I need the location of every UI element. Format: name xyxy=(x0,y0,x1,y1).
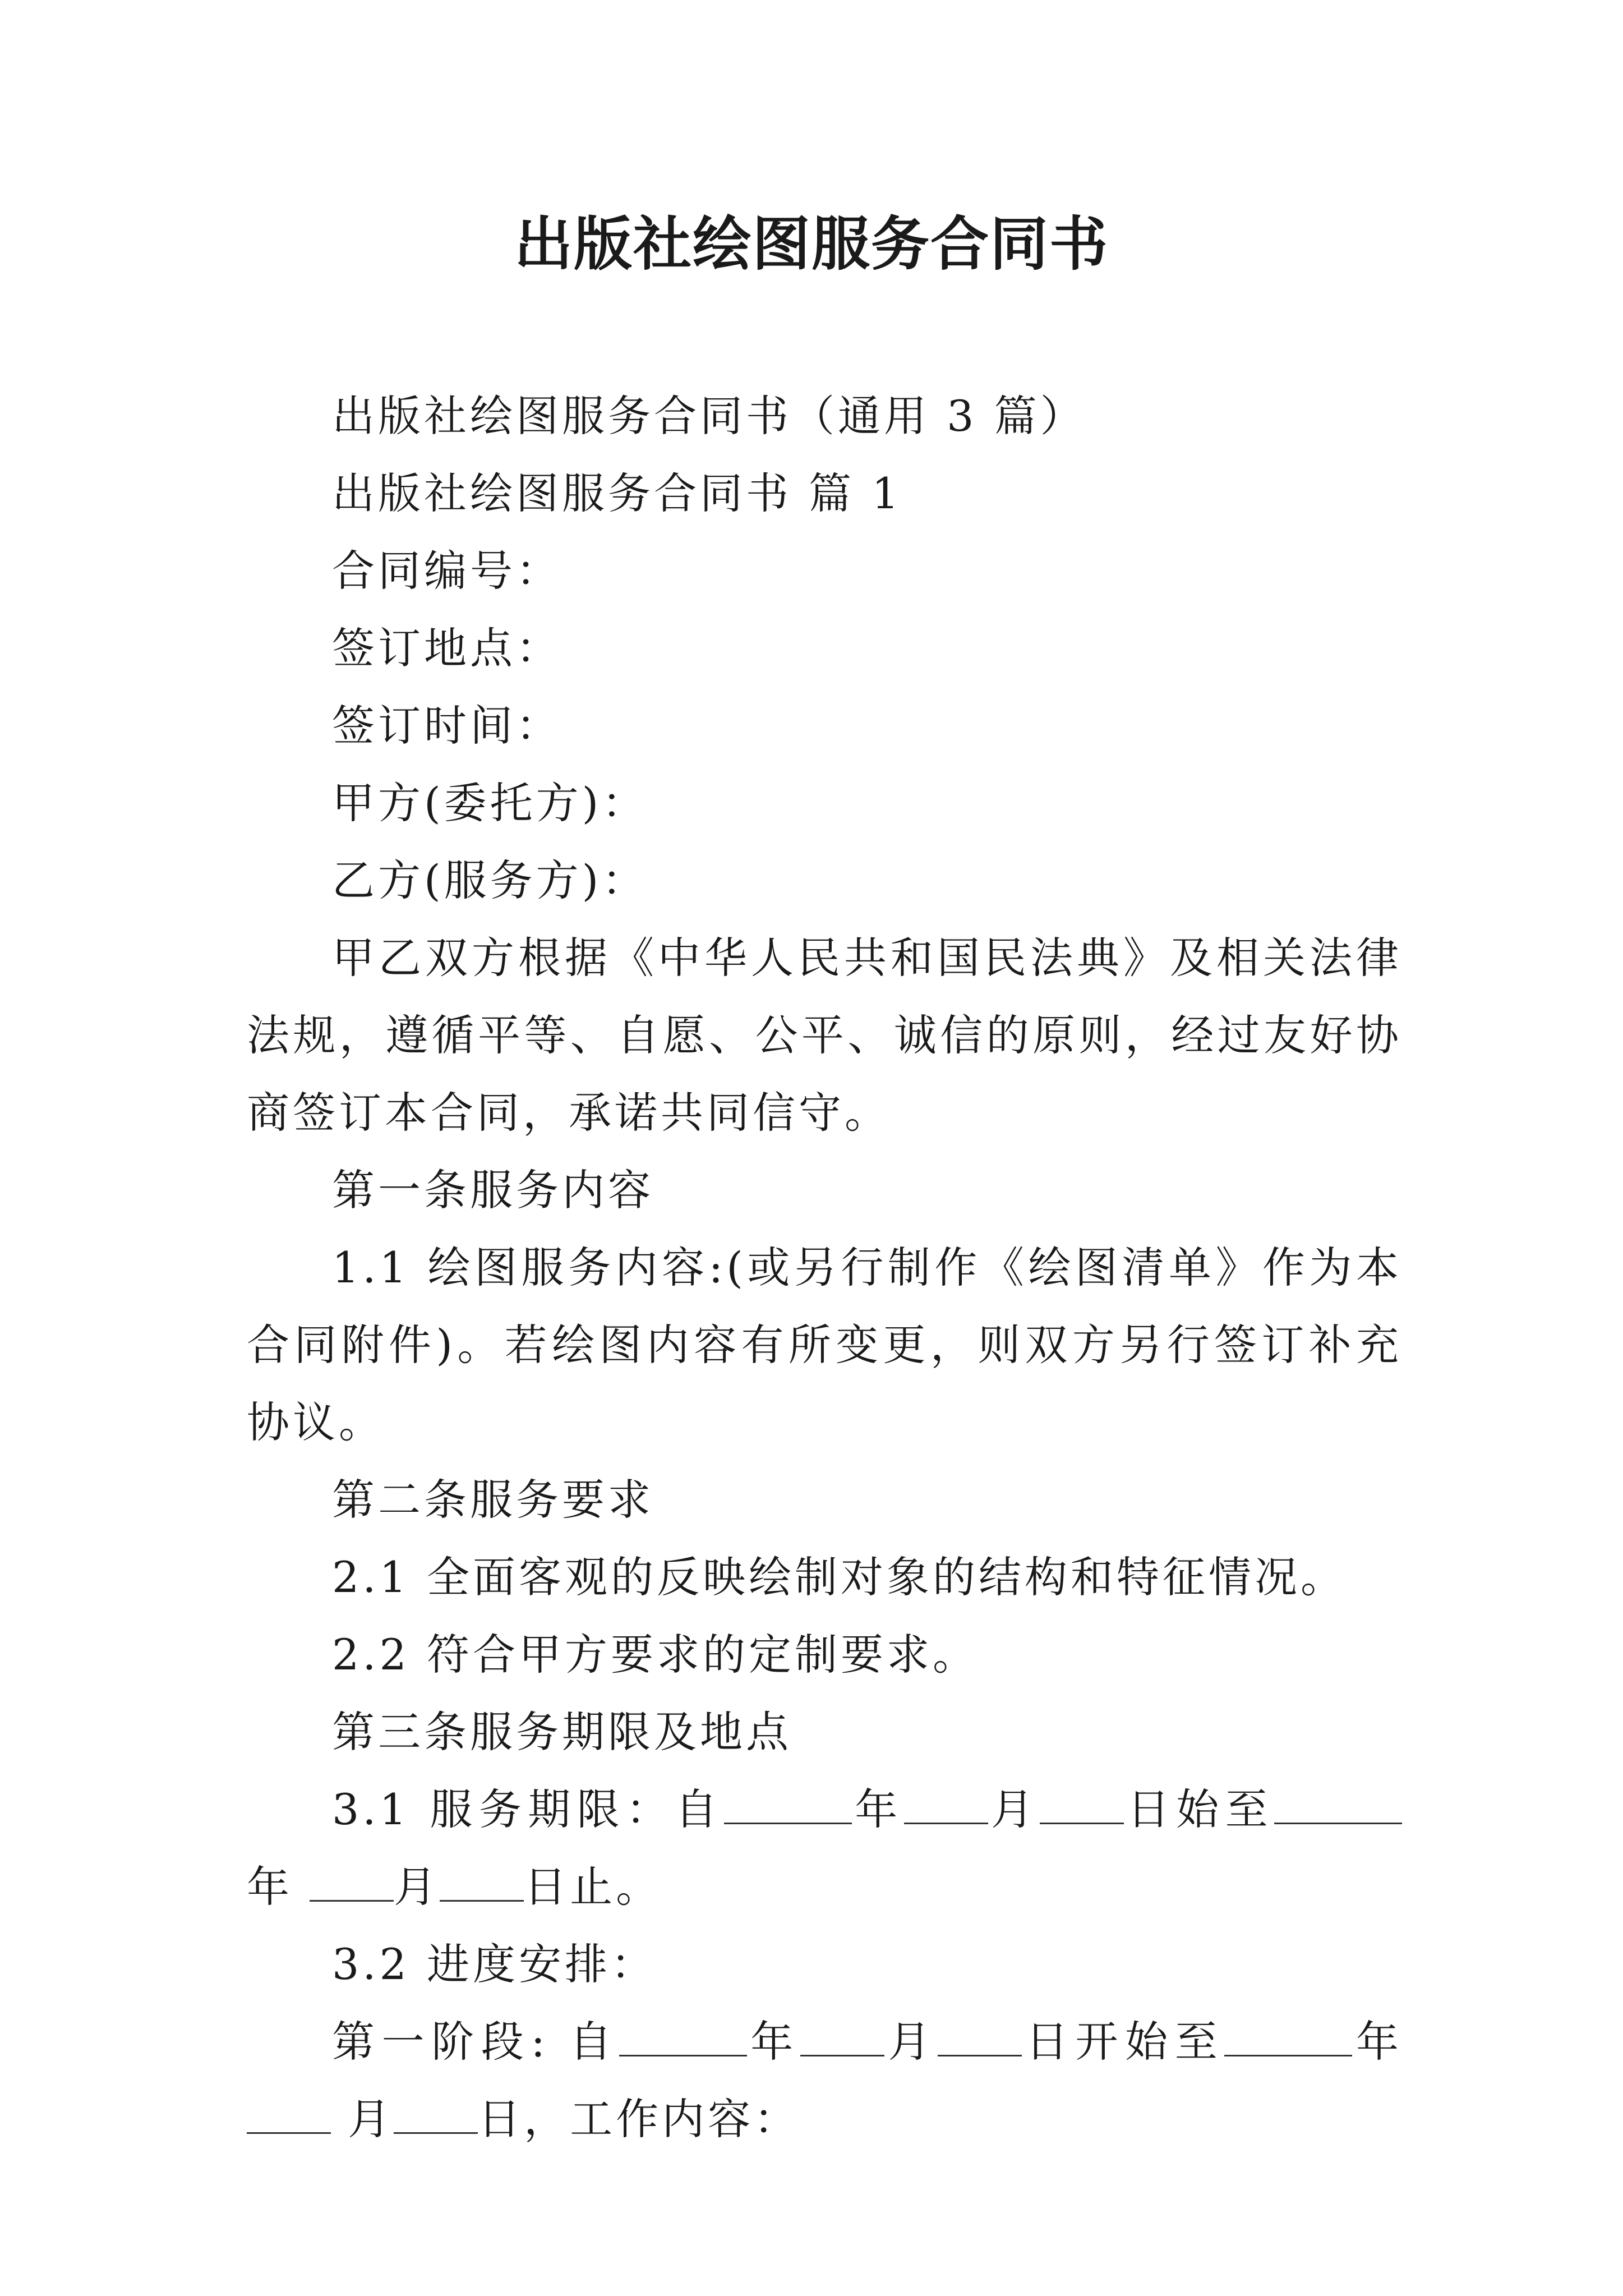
year-label: 年 xyxy=(746,2017,800,2067)
blank-line xyxy=(394,2093,478,2134)
year-label: 年 xyxy=(1352,2017,1403,2067)
document-title: 出版社绘图服务合同书 xyxy=(514,209,1109,278)
stage-1-line xyxy=(247,2003,1402,2158)
blank-line xyxy=(724,1783,852,1824)
document-body xyxy=(247,378,1402,2158)
blank-line xyxy=(800,2016,884,2056)
clause-3-1 xyxy=(247,1771,1402,1926)
day-end-label: 日止。 xyxy=(524,1862,662,1912)
blank-line xyxy=(1274,1783,1402,1824)
sign-place-line: 签订地点： xyxy=(332,623,562,673)
sign-time-line: 签订时间： xyxy=(332,701,562,751)
article-2-heading: 第二条服务要求 xyxy=(332,1475,654,1525)
day-from-label: 日始至 xyxy=(1124,1784,1274,1834)
blank-line xyxy=(938,2016,1022,2056)
article-1-heading: 第一条服务内容 xyxy=(332,1165,654,1215)
clause-3-2: 3.2 进度安排： xyxy=(332,1939,657,1989)
article-3-heading: 第三条服务期限及地点 xyxy=(332,1707,792,1757)
blank-line xyxy=(247,2093,331,2134)
blank-line xyxy=(440,1861,524,1902)
contract-number-line: 合同编号： xyxy=(332,546,562,596)
document-subtitle: 出版社绘图服务合同书（通用 3 篇） xyxy=(332,391,1086,441)
month-label: 月 xyxy=(348,2094,394,2144)
blank-line xyxy=(619,2016,747,2056)
blank-line xyxy=(1040,1783,1124,1824)
month-label: 月 xyxy=(884,2017,938,2067)
month-label: 月 xyxy=(394,1862,440,1912)
clause-3-1-prefix: 3.1 服务期限：自 xyxy=(332,1784,724,1834)
year-label: 年 xyxy=(851,1784,904,1834)
party-a-line: 甲方(委托方)： xyxy=(332,778,648,828)
clause-2-1: 2.1 全面客观的反映绘制对象的结构和特征情况。 xyxy=(332,1552,1347,1602)
month-label: 月 xyxy=(988,1784,1040,1834)
stage-1-prefix: 第一阶段: 自 xyxy=(332,2017,619,2067)
party-b-line: 乙方(服务方)： xyxy=(332,855,648,905)
day-end-label: 日，工作内容： xyxy=(478,2094,800,2144)
clause-1-1: 1.1 绘图服务内容:(或另行制作《绘图清单》作为本合同附件)。若绘图内容有所变更，则双方另行签订补充协议。 xyxy=(247,1243,1402,1447)
blank-line xyxy=(310,1861,394,1902)
clause-2-2: 2.2 符合甲方要求的定制要求。 xyxy=(332,1630,979,1680)
part-heading: 出版社绘图服务合同书 篇 1 xyxy=(332,468,902,518)
day-from-label: 日开始至 xyxy=(1022,2017,1225,2067)
blank-line xyxy=(1224,2016,1352,2056)
year-label: 年 xyxy=(247,1862,293,1912)
blank-line xyxy=(904,1783,988,1824)
preamble-paragraph: 甲乙双方根据《中华人民共和国民法典》及相关法律法规，遵循平等、自愿、公平、诚信的原则，经过友好协商签订本合同，承诺共同信守。 xyxy=(247,933,1402,1138)
